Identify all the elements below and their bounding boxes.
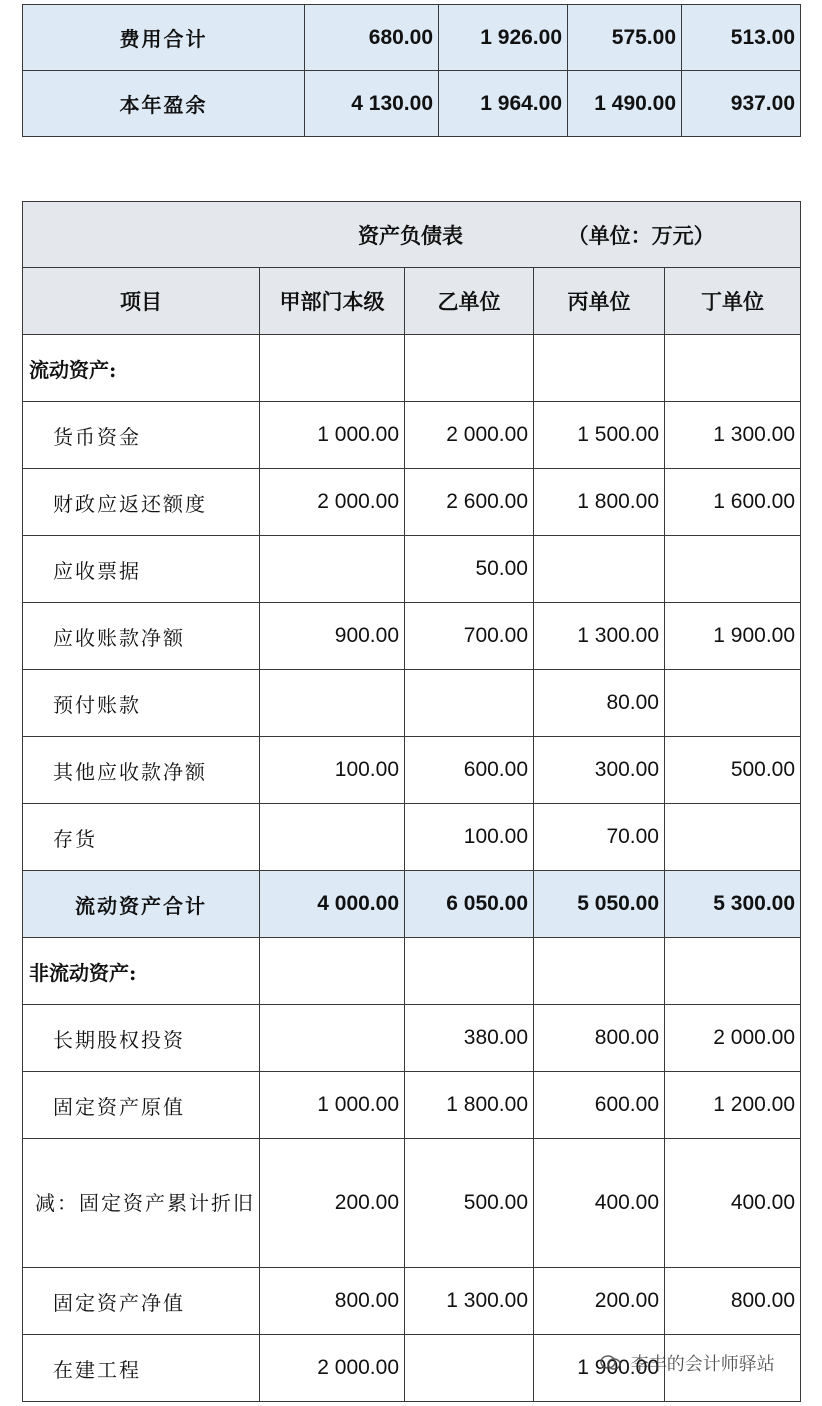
cell-value: 200.00	[534, 1268, 665, 1335]
row-label: 应收票据	[23, 536, 260, 603]
cell-value: 2 000.00	[665, 1005, 801, 1072]
table-title	[23, 202, 801, 268]
cell-value: 100.00	[405, 804, 534, 871]
cell-value: 1 490.00	[568, 71, 682, 137]
cell-value	[260, 804, 405, 871]
column-header: 乙单位	[405, 268, 534, 335]
table-row	[23, 670, 801, 737]
table-row	[23, 603, 801, 670]
column-header: 甲部门本级	[260, 268, 405, 335]
cell-value: 800.00	[260, 1268, 405, 1335]
column-header: 丁单位	[665, 268, 801, 335]
row-label: 财政应返还额度	[23, 469, 260, 536]
cell-value: 700.00	[405, 603, 534, 670]
cell-value: 1 900.00	[534, 1335, 665, 1402]
cell-value: 2 000.00	[260, 469, 405, 536]
cell-value: 2 600.00	[405, 469, 534, 536]
table-row	[23, 1268, 801, 1335]
header-row	[23, 268, 801, 335]
row-label: 本年盈余	[23, 71, 305, 137]
cell-value: 513.00	[682, 5, 801, 71]
row-label: 费用合计	[23, 5, 305, 71]
row-label: 其他应收款净额	[23, 737, 260, 804]
cell-value	[405, 1335, 534, 1402]
cell-value: 2 000.00	[260, 1335, 405, 1402]
cell-value: 4 130.00	[305, 71, 439, 137]
row-label: 应收账款净额	[23, 603, 260, 670]
unit-label: （单位：万元）	[567, 222, 715, 248]
cell-value: 380.00	[405, 1005, 534, 1072]
cell-value: 1 600.00	[665, 469, 801, 536]
cell-value: 400.00	[534, 1139, 665, 1268]
cell-value: 70.00	[534, 804, 665, 871]
cell-value: 600.00	[405, 737, 534, 804]
cell-value: 6 050.00	[405, 871, 534, 938]
cell-value: 200.00	[260, 1139, 405, 1268]
cell-value: 900.00	[260, 603, 405, 670]
cell-value: 1 800.00	[405, 1072, 534, 1139]
row-label: 预付账款	[23, 670, 260, 737]
section-row	[23, 335, 801, 402]
table-row	[23, 1139, 801, 1268]
cell-value: 5 050.00	[534, 871, 665, 938]
row-label: 长期股权投资	[23, 1005, 260, 1072]
row-label: 减：固定资产累计折旧	[23, 1139, 260, 1268]
cell-value: 300.00	[534, 737, 665, 804]
cell-value: 100.00	[260, 737, 405, 804]
cell-value	[665, 670, 801, 737]
section-row	[23, 938, 801, 1005]
summary-table	[22, 4, 801, 137]
balance-sheet-table	[22, 201, 801, 1402]
table-row	[23, 5, 801, 71]
row-label: 在建工程	[23, 1335, 260, 1402]
cell-value: 2 000.00	[405, 402, 534, 469]
cell-value: 1 900.00	[665, 603, 801, 670]
column-header: 丙单位	[534, 268, 665, 335]
table-row	[23, 402, 801, 469]
row-label: 货币资金	[23, 402, 260, 469]
cell-value	[665, 804, 801, 871]
cell-value: 1 200.00	[665, 1072, 801, 1139]
cell-value: 1 000.00	[260, 1072, 405, 1139]
watermark-text: 李丰的会计师驿站	[630, 1354, 775, 1375]
cell-value: 400.00	[665, 1139, 801, 1268]
cell-value: 500.00	[665, 737, 801, 804]
cell-value: 1 300.00	[665, 402, 801, 469]
table-row	[23, 536, 801, 603]
section-label: 流动资产:	[23, 335, 260, 402]
row-label: 固定资产原值	[23, 1072, 260, 1139]
cell-value	[260, 1005, 405, 1072]
cell-value: 1 926.00	[439, 5, 568, 71]
table-row	[23, 1005, 801, 1072]
cell-value: 800.00	[534, 1005, 665, 1072]
cell-value: 600.00	[534, 1072, 665, 1139]
cell-value	[665, 536, 801, 603]
cell-value	[534, 536, 665, 603]
cell-value	[260, 670, 405, 737]
cell-value: 4 000.00	[260, 871, 405, 938]
table-row	[23, 469, 801, 536]
table-row	[23, 1072, 801, 1139]
cell-value: 1 300.00	[405, 1268, 534, 1335]
cell-value: 50.00	[405, 536, 534, 603]
table-row	[23, 737, 801, 804]
total-row	[23, 871, 801, 938]
cell-value: 1 000.00	[260, 402, 405, 469]
table-row	[23, 71, 801, 137]
cell-value: 800.00	[665, 1268, 801, 1335]
balance-sheet-title: 资产负债表	[358, 222, 463, 248]
watermark	[600, 1350, 775, 1377]
total-label: 流动资产合计	[23, 871, 260, 938]
wechat-icon	[600, 1354, 622, 1377]
row-label: 存货	[23, 804, 260, 871]
section-label: 非流动资产:	[23, 938, 260, 1005]
cell-value: 500.00	[405, 1139, 534, 1268]
table-row	[23, 804, 801, 871]
row-label: 固定资产净值	[23, 1268, 260, 1335]
cell-value: 1 800.00	[534, 469, 665, 536]
cell-value	[260, 536, 405, 603]
table-title-row	[23, 202, 801, 268]
cell-value: 80.00	[534, 670, 665, 737]
cell-value	[405, 670, 534, 737]
cell-value: 1 300.00	[534, 603, 665, 670]
cell-value: 1 964.00	[439, 71, 568, 137]
cell-value: 5 300.00	[665, 871, 801, 938]
cell-value: 575.00	[568, 5, 682, 71]
cell-value: 680.00	[305, 5, 439, 71]
cell-value: 937.00	[682, 71, 801, 137]
column-header: 项目	[23, 268, 260, 335]
cell-value: 1 500.00	[534, 402, 665, 469]
